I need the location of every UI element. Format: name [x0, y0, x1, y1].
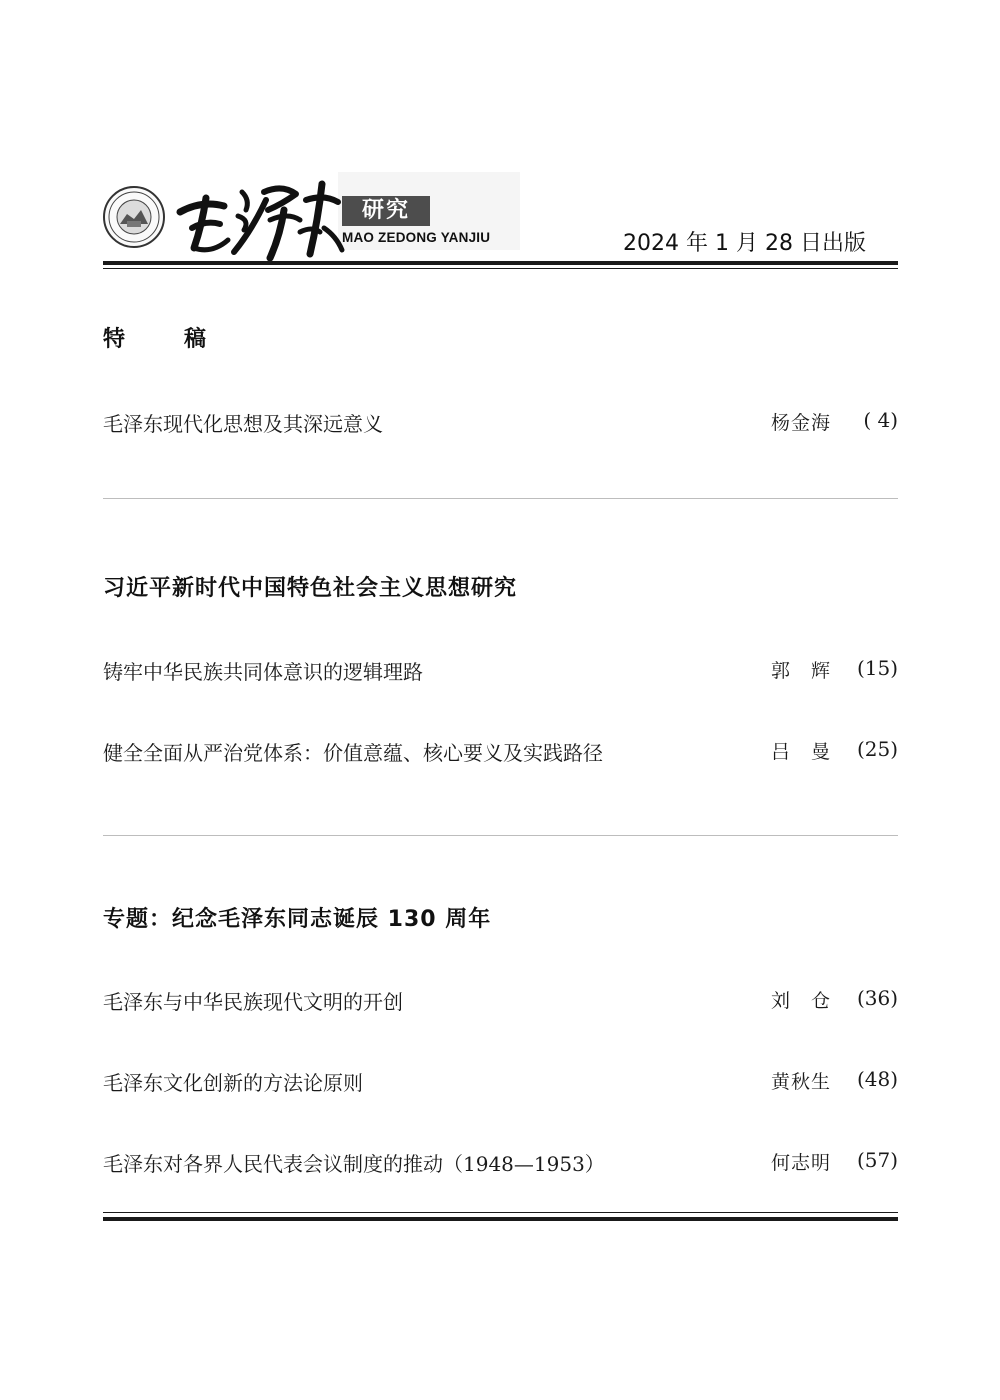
article-page: (57)	[856, 1148, 898, 1172]
footer-rule-thick	[103, 1217, 898, 1221]
toc-entry[interactable]	[103, 986, 898, 1018]
toc-entry[interactable]	[103, 737, 898, 769]
article-author: 何志明	[771, 1152, 832, 1174]
journal-subtitle-en: MAO ZEDONG YANJIU	[342, 230, 491, 245]
article-author: 杨金海	[771, 412, 832, 434]
masthead-rule-thick	[103, 261, 898, 265]
section-title-xi-thought: 习近平新时代中国特色社会主义思想研究	[103, 576, 518, 601]
article-title: 毛泽东文化创新的方法论原则	[103, 1071, 363, 1095]
journal-seal-logo	[103, 186, 165, 248]
footer-rule-thin	[103, 1212, 898, 1213]
toc-entry[interactable]	[103, 1067, 898, 1099]
section-title-special-feature: 特 稿	[103, 327, 208, 352]
article-author: 吕 曼	[771, 741, 832, 763]
section-divider	[103, 835, 898, 836]
article-title: 铸牢中华民族共同体意识的逻辑理路	[103, 660, 423, 684]
article-page: (36)	[856, 986, 898, 1010]
article-title: 健全全面从严治党体系：价值意蕴、核心要义及实践路径	[103, 741, 603, 765]
article-author: 刘 仓	[771, 990, 832, 1012]
article-title: 毛泽东与中华民族现代文明的开创	[103, 990, 403, 1014]
article-author: 黄秋生	[771, 1071, 832, 1093]
section-divider	[103, 498, 898, 499]
article-page: ( 4)	[863, 408, 898, 432]
article-page: (25)	[856, 737, 898, 761]
publication-date: 2024 年 1 月 28 日出版	[623, 231, 866, 256]
toc-entry[interactable]	[103, 656, 898, 688]
journal-calligraphy-logo	[172, 170, 350, 262]
article-page: (48)	[856, 1067, 898, 1091]
toc-entry[interactable]	[103, 1148, 898, 1180]
article-title: 毛泽东对各界人民代表会议制度的推动（1948—1953）	[103, 1152, 605, 1176]
article-author: 郭 辉	[771, 660, 832, 682]
article-page: (15)	[856, 656, 898, 680]
masthead-rule-thin	[103, 268, 898, 269]
toc-entry[interactable]	[103, 408, 898, 440]
section-title-special-topic: 专题：纪念毛泽东同志诞辰 130 周年	[103, 907, 492, 932]
journal-subtitle-cn: 研究	[342, 196, 430, 226]
article-title: 毛泽东现代化思想及其深远意义	[103, 412, 383, 436]
